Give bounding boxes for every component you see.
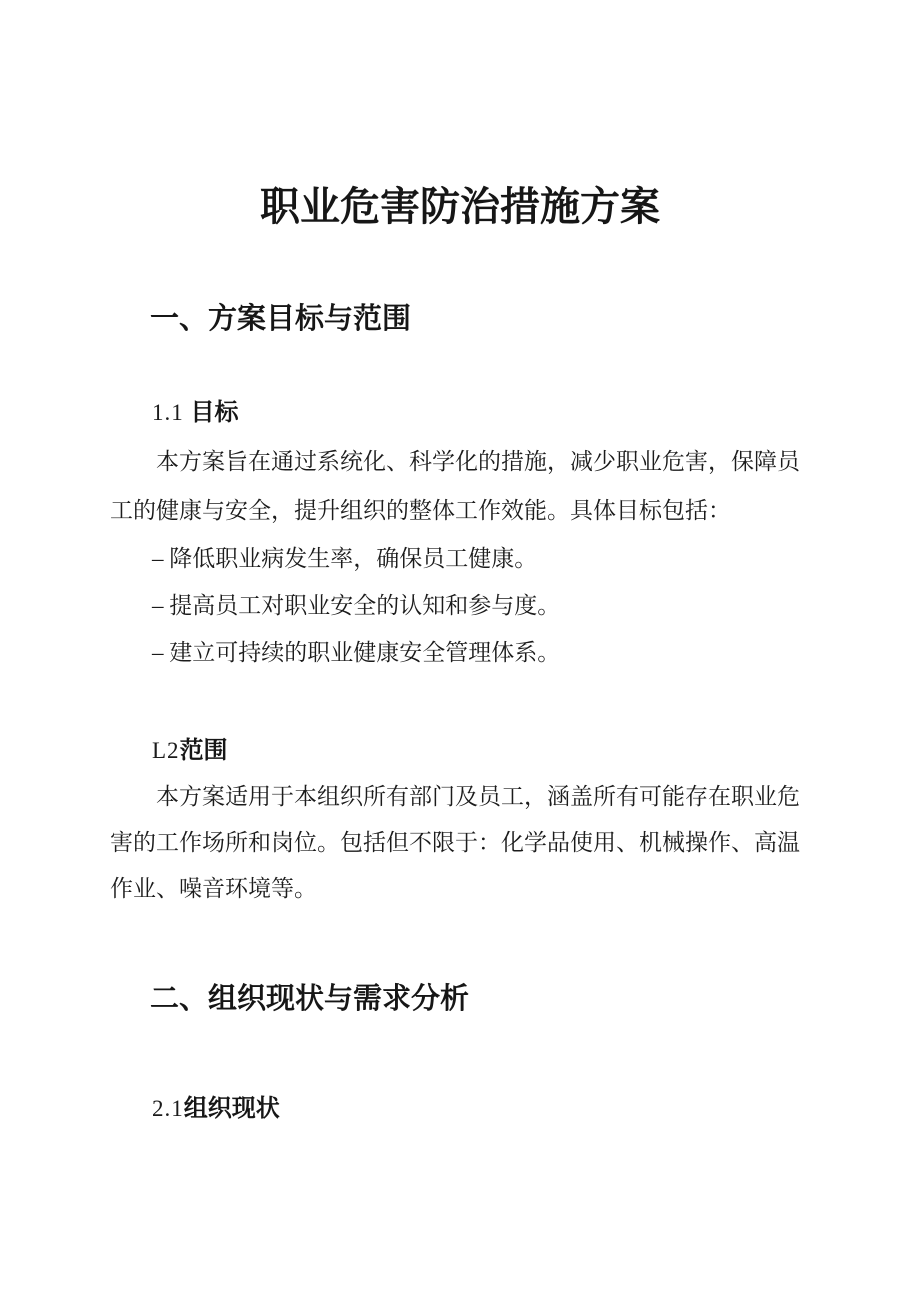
- subsection-number: 2.1: [152, 1096, 184, 1121]
- subsection-title: 范围: [179, 737, 228, 764]
- paragraph-line: 工的健康与安全，提升组织的整体工作效能。具体目标包括：: [110, 498, 731, 523]
- document-title: 职业危害防治措施方案: [260, 185, 660, 229]
- section-heading-1: 一、方案目标与范围: [150, 303, 412, 335]
- paragraph-goals: [110, 437, 824, 535]
- subsection-heading-1-2: [152, 737, 228, 765]
- bullet-item: – 降低职业病发生率，确保员工健康。: [152, 546, 538, 571]
- subsection-number: L2: [152, 738, 180, 763]
- section-heading-2: 二、组织现状与需求分析: [150, 983, 470, 1015]
- paragraph-line: 本方案适用于本组织所有部门及员工，涵盖所有可能存在职业危: [156, 784, 800, 809]
- subsection-title: 目标: [190, 399, 239, 426]
- subsection-number: 1.1: [152, 400, 191, 425]
- bullet-item: – 建立可持续的职业健康安全管理体系。: [152, 640, 561, 665]
- bullet-item: – 提高员工对职业安全的认知和参与度。: [152, 593, 561, 618]
- paragraph-line: 本方案旨在通过系统化、科学化的措施，减少职业危害，保障员: [156, 449, 800, 474]
- goal-bullet-list: [152, 535, 560, 676]
- subsection-heading-2-1: [152, 1095, 280, 1123]
- paragraph-scope: [110, 774, 824, 912]
- subsection-title: 组织现状: [183, 1095, 280, 1122]
- paragraph-line: 害的工作场所和岗位。包括但不限于：化学品使用、机械操作、高温: [110, 830, 800, 855]
- subsection-heading-1-1: [152, 399, 239, 427]
- paragraph-line: 作业、噪音环境等。: [110, 876, 317, 901]
